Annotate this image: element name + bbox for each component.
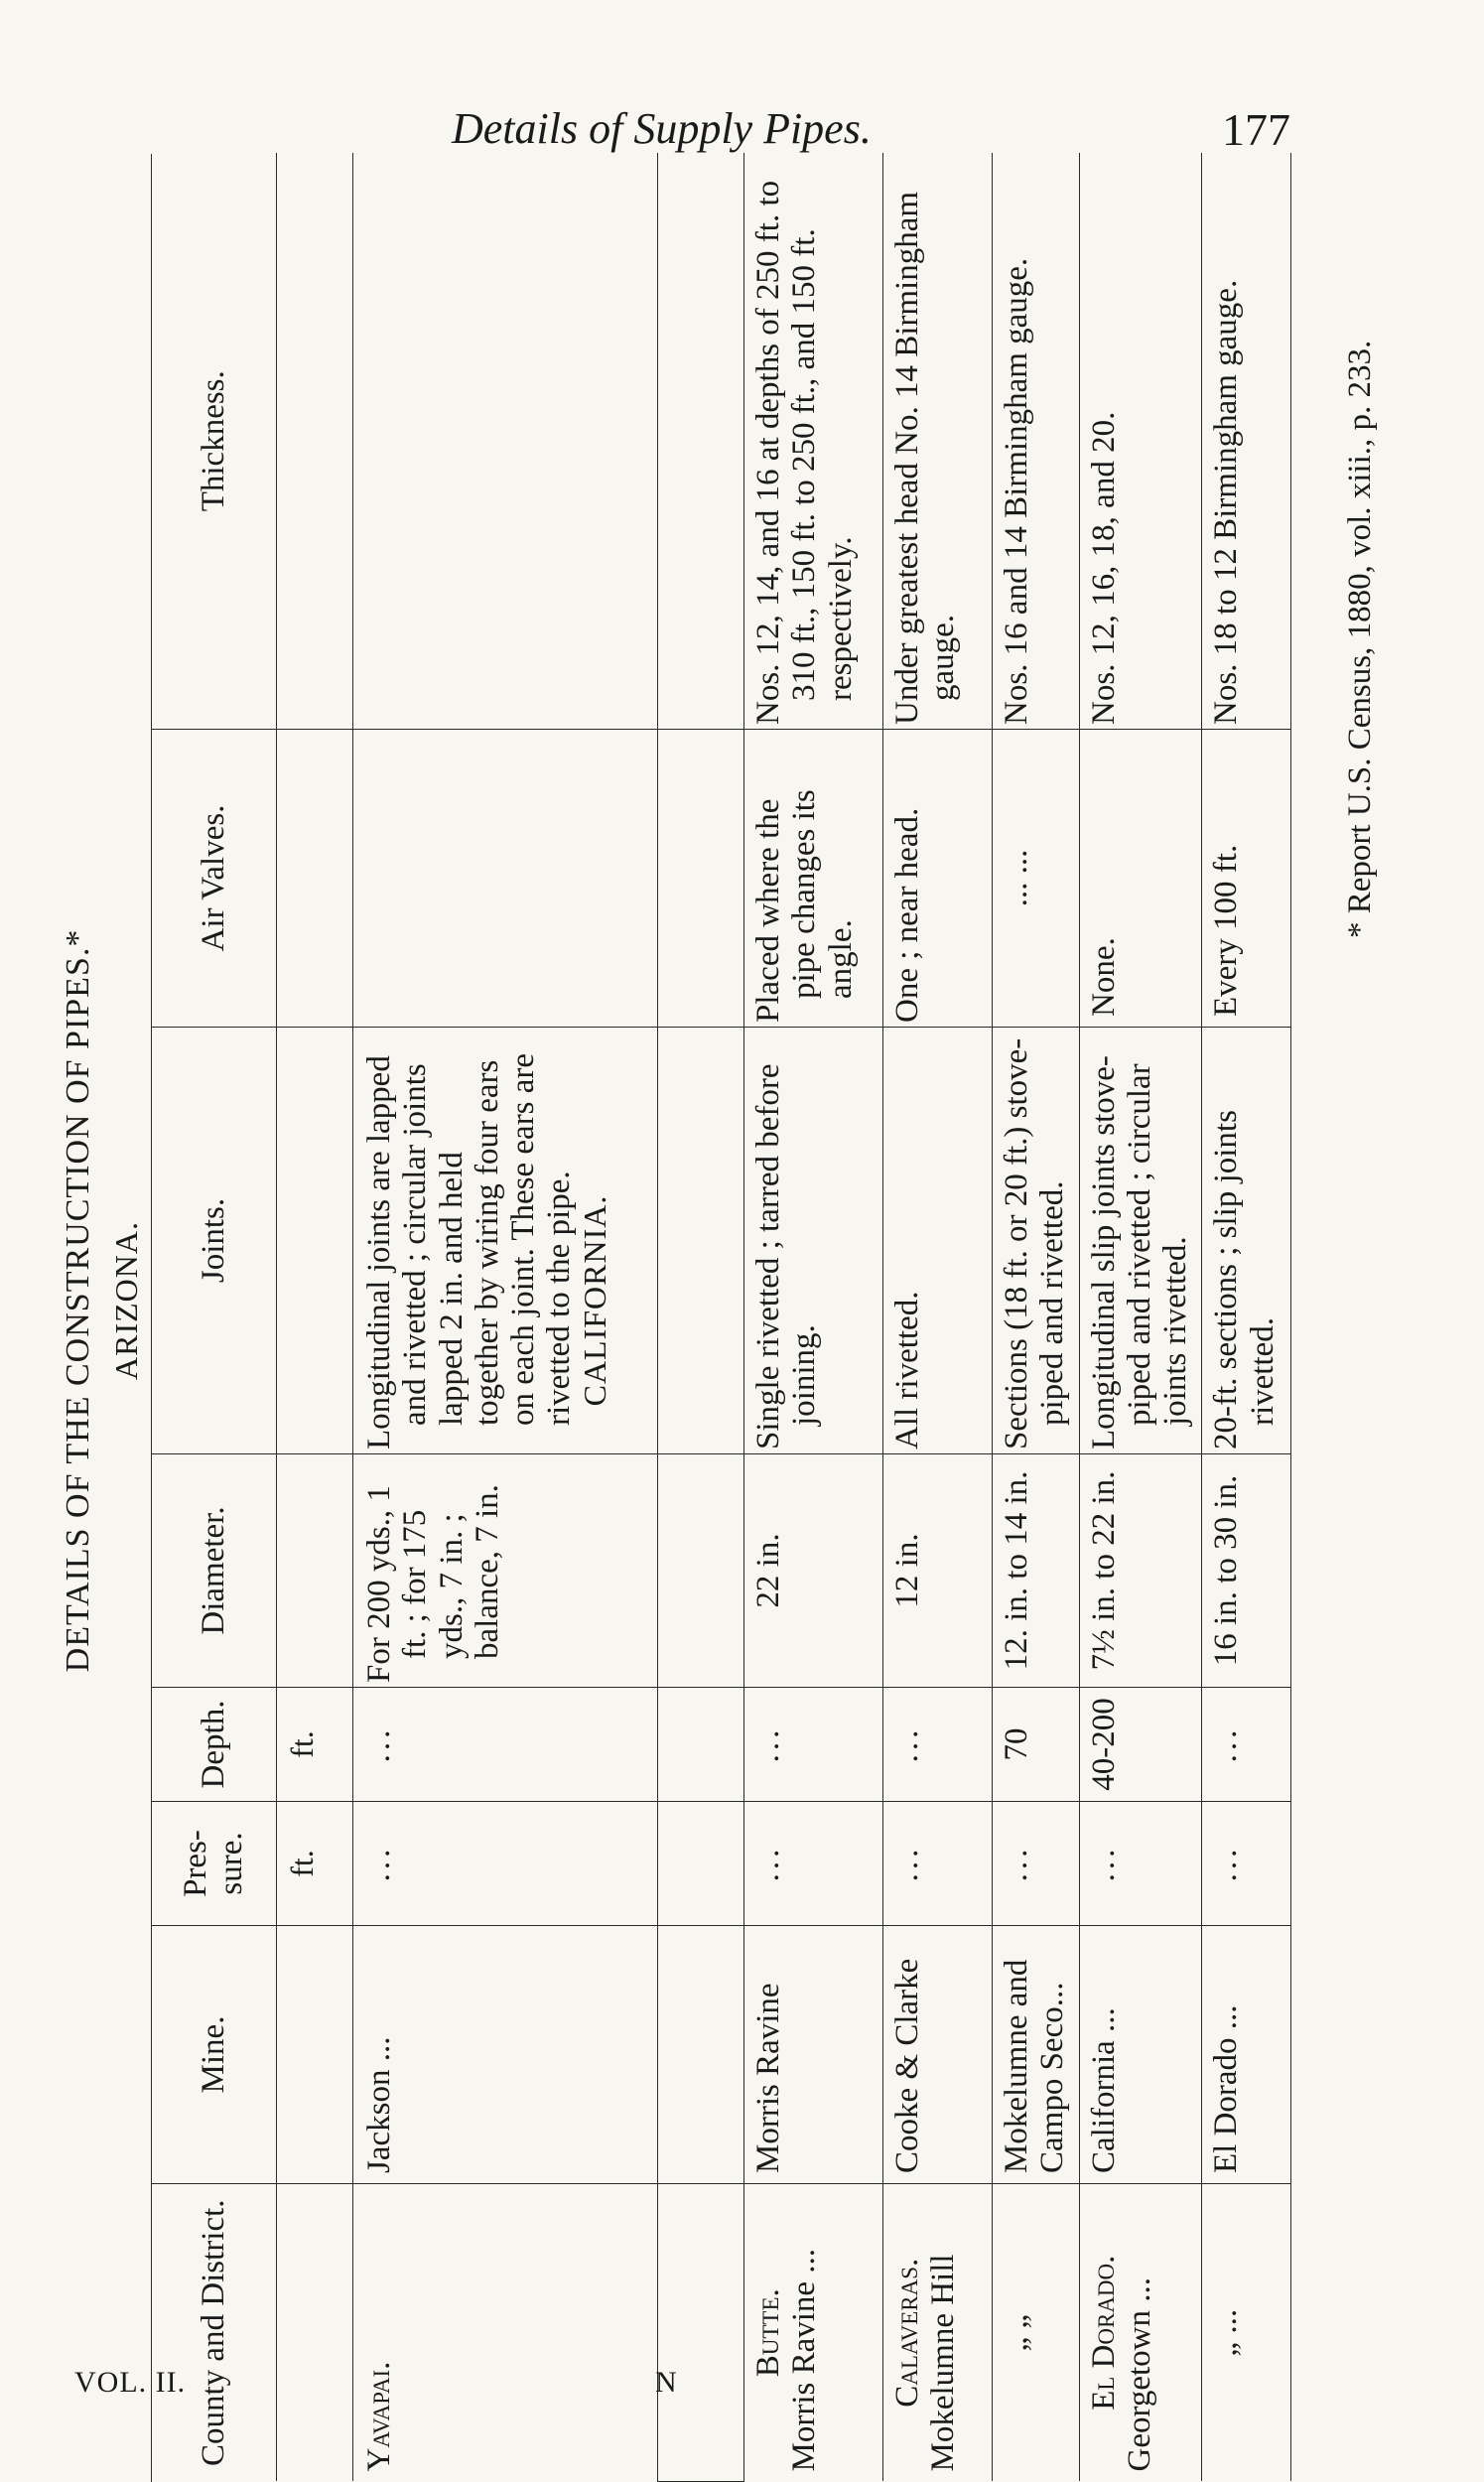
california-thickness-4: Nos. 12, 16, 18, and 20. <box>1079 154 1202 730</box>
county-line: „ ... <box>1208 2194 1244 2472</box>
arizona-county: Yavapai. <box>353 2184 658 2482</box>
units-pressure: ft. <box>277 1802 353 1926</box>
units-mine <box>277 1926 353 2184</box>
california-mine-3: Mokelumne and Campo Seco... <box>993 1926 1080 2184</box>
california-spacer-row <box>658 154 744 2482</box>
california-diameter-3: 12. in. to 14 in. <box>993 1454 1080 1688</box>
california-pressure-2: ... <box>883 1802 993 1926</box>
arizona-pressure: ... <box>353 1802 658 1926</box>
units-diameter <box>277 1454 353 1688</box>
page-number: 177 <box>1222 103 1290 156</box>
california-row-1 <box>744 154 883 2482</box>
arizona-mine-name: Jackson <box>361 2070 397 2173</box>
california-row-5 <box>1202 154 1291 2482</box>
california-air-valves-2: One ; near head. <box>883 730 993 1028</box>
california-diameter-4: 7½ in. to 22 in. <box>1079 1454 1202 1688</box>
california-air-valves-5: Every 100 ft. <box>1202 730 1291 1028</box>
california-pressure-3: ... <box>993 1802 1080 1926</box>
california-depth-4: 40-200 <box>1079 1688 1202 1802</box>
pipes-table <box>151 154 1291 2482</box>
california-mine-4: California ... <box>1079 1926 1202 2184</box>
california-row-4 <box>1079 154 1202 2482</box>
california-row-3 <box>993 154 1080 2482</box>
arizona-row <box>353 154 658 2482</box>
california-mine-5: El Dorado ... <box>1202 1926 1291 2184</box>
county-line: Mokelumne Hill <box>925 2194 961 2472</box>
california-depth-1: ... <box>744 1688 883 1802</box>
california-joints-2: All rivetted. <box>883 1028 993 1454</box>
header-pressure: Pres-sure. <box>151 1802 277 1926</box>
california-joints-4: Longitudinal slip joints stove-piped and rivetted ; circular joints rivetted. <box>1079 1028 1202 1454</box>
arizona-joints: Longitudinal joints are lapped and rivetted ; circular joints lapped 2 in. and held together by wiring four ears on each joint. These ears are rivetted to the pipe. <box>353 1028 658 1454</box>
arizona-diameter: For 200 yds., 1 ft. ; for 175 yds., 7 in. ; balance, 7 in. <box>353 1454 658 1688</box>
rotated-table-area <box>60 119 1410 2482</box>
california-pressure-4: ... <box>1079 1802 1202 1926</box>
california-county-3 <box>993 2184 1080 2482</box>
header-joints: Joints. <box>151 1028 277 1454</box>
county-line: Morris Ravine ... <box>786 2194 822 2472</box>
california-county-1 <box>744 2184 883 2482</box>
california-mine-2: Cooke & Clarke <box>883 1926 993 2184</box>
california-mine-1: Morris Ravine <box>744 1926 883 2184</box>
header-thickness: Thickness. <box>151 154 277 730</box>
county-district: Calaveras. <box>889 2194 925 2472</box>
california-thickness-3: Nos. 16 and 14 Birmingham gauge. <box>993 154 1080 730</box>
california-county-5 <box>1202 2184 1291 2482</box>
header-air-valves: Air Valves. <box>151 730 277 1028</box>
county-district: El Dorado. <box>1086 2194 1122 2472</box>
california-diameter-2: 12 in. <box>883 1454 993 1688</box>
arizona-mine <box>353 1926 658 2184</box>
california-thickness-5: Nos. 18 to 12 Birmingham gauge. <box>1202 154 1291 730</box>
units-joints <box>277 1028 353 1454</box>
state-heading-arizona: ARIZONA. <box>109 119 144 2482</box>
header-depth: Depth. <box>151 1688 277 1802</box>
units-depth: ft. <box>277 1688 353 1802</box>
header-row <box>151 154 277 2482</box>
arizona-mine-dots: ... <box>361 2037 397 2062</box>
units-county <box>277 2184 353 2482</box>
arizona-air-valves <box>353 730 658 1028</box>
california-row-2 <box>883 154 993 2482</box>
california-thickness-2: Under greatest head No. 14 Birmingham gauge. <box>883 154 993 730</box>
header-mine: Mine. <box>151 1926 277 2184</box>
california-joints-1: Single rivetted ; tarred before joining. <box>744 1028 883 1454</box>
california-diameter-1: 22 in. <box>744 1454 883 1688</box>
california-depth-3: 70 <box>993 1688 1080 1802</box>
california-depth-2: ... <box>883 1688 993 1802</box>
california-pressure-1: ... <box>744 1802 883 1926</box>
california-depth-5: ... <box>1202 1688 1291 1802</box>
arizona-thickness <box>353 154 658 730</box>
header-county: County and District. <box>151 2184 277 2482</box>
units-thickness <box>277 154 353 730</box>
california-air-valves-3: ... ... <box>993 730 1080 1028</box>
california-joints-5: 20-ft. sections ; slip joints rivetted. <box>1202 1028 1291 1454</box>
county-line: Georgetown ... <box>1122 2194 1157 2472</box>
california-county-2 <box>883 2184 993 2482</box>
california-county-4 <box>1079 2184 1202 2482</box>
units-air-valves <box>277 730 353 1028</box>
county-district: Butte. <box>750 2194 786 2472</box>
arizona-depth: ... <box>353 1688 658 1802</box>
volume-marker: VOL. II. <box>74 2366 186 2400</box>
california-joints-3: Sections (18 ft. or 20 ft.) stove-piped and rivetted. <box>993 1028 1080 1454</box>
units-row <box>277 154 353 2482</box>
state-heading-california: CALIFORNIA. <box>578 119 612 2482</box>
signature-mark: N <box>655 2366 677 2400</box>
county-line: „ „ <box>999 2194 1034 2472</box>
california-pressure-5: ... <box>1202 1802 1291 1926</box>
california-diameter-5: 16 in. to 30 in. <box>1202 1454 1291 1688</box>
table-caption: DETAILS OF THE CONSTRUCTION OF PIPES.* <box>60 119 96 2482</box>
california-thickness-1: Nos. 12, 14, and 16 at depths of 250 ft. to 310 ft., 150 ft. to 250 ft., and 150 ft. respectively. <box>744 154 883 730</box>
california-air-valves-1: Placed where the pipe changes its angle. <box>744 730 883 1028</box>
california-air-valves-4: None. <box>1079 730 1202 1028</box>
footnote: * Report U.S. Census, 1880, vol. xiii., p. 233. <box>1342 341 1378 938</box>
running-title: Details of Supply Pipes. <box>452 103 872 154</box>
header-diameter: Diameter. <box>151 1454 277 1688</box>
